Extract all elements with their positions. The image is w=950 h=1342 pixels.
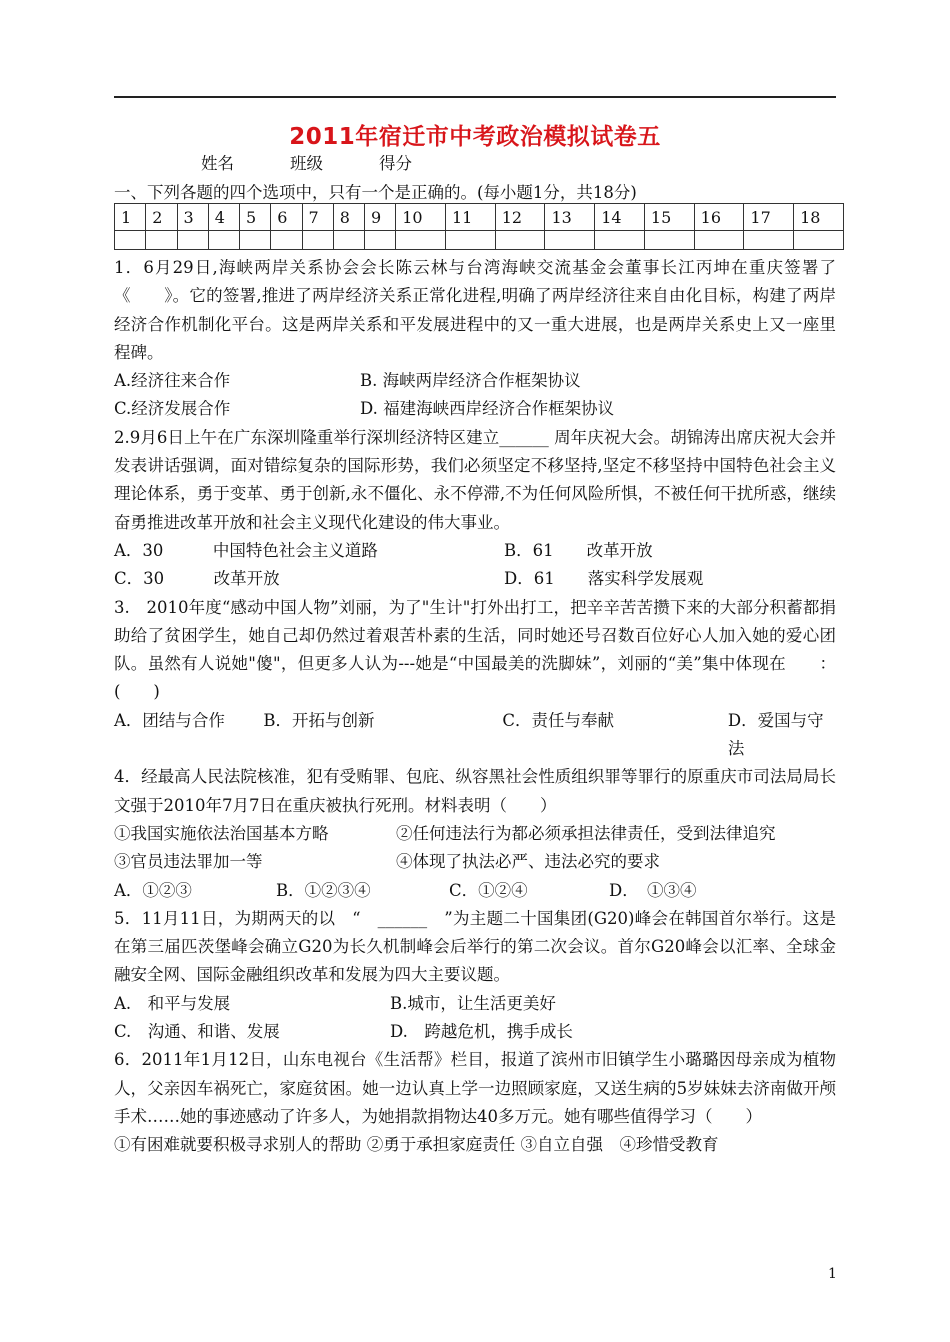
header-rule (114, 96, 836, 98)
question-4-option-c: C．①②④ (449, 880, 528, 900)
answer-grid-answer-cell[interactable] (545, 231, 595, 250)
question-2-option-c: C．30 改革开放 (114, 569, 280, 589)
answer-grid-number-cell: 2 (146, 204, 177, 231)
answer-grid-answer-cell[interactable] (794, 231, 844, 250)
question-2-stem: 2.9月6日上午在广东深圳隆重举行深圳经济特区建立______ 周年庆祝大会。胡锦涛出席庆祝大会并发表讲话强调，面对错综复杂的国际形势，我们必须坚定不移坚持,坚定不移坚持中国特色社会主义理论体系，勇于变革、勇于创新,永不僵化、永不停滞,不为任何风险所惧，不被任何干扰所惑，继续奋勇推进改革开放和社会主义现代化建设的伟大事业。 (114, 427, 836, 532)
answer-grid-number-cell: 18 (794, 204, 844, 231)
answer-grid-answer-cell[interactable] (744, 231, 794, 250)
answer-grid-answer-cell[interactable] (208, 231, 239, 250)
answer-grid-answer-cell[interactable] (177, 231, 208, 250)
question-5-option-c: C. 沟通、和谐、发展 (114, 1022, 280, 1042)
question-2-option-a: A．30 中国特色社会主义道路 (114, 540, 378, 560)
question-6-statements: ①有困难就要积极寻求别人的帮助 ②勇于承担家庭责任 ③自立自强 ④珍惜受教育 (114, 1135, 719, 1155)
answer-grid-number-cell: 3 (177, 204, 208, 231)
answer-grid-answer-cell[interactable] (694, 231, 744, 250)
score-label: 得分 (379, 154, 412, 173)
answer-grid (114, 203, 844, 250)
answer-grid-number-cell: 16 (694, 204, 744, 231)
answer-grid-answer-cell[interactable] (240, 231, 271, 250)
question-4-statement-1: ①我国实施依法治国基本方略 (114, 823, 329, 843)
section-heading: 一、下列各题的四个选项中，只有一个是正确的。(每小题1分，共18分) (114, 183, 637, 202)
answer-grid-answer-cell[interactable] (644, 231, 694, 250)
class-label: 班级 (290, 154, 323, 173)
answer-grid-answer-cell[interactable] (146, 231, 177, 250)
question-4-options (114, 877, 836, 905)
answer-grid-answer-cell[interactable] (365, 231, 396, 250)
question-5-option-a: A. 和平与发展 (114, 993, 231, 1013)
student-info (201, 150, 468, 174)
answer-grid-answer-cell[interactable] (595, 231, 645, 250)
answer-grid-answer-cell[interactable] (271, 231, 302, 250)
answer-grid-number-cell: 15 (644, 204, 694, 231)
page-title: 2011年宿迁市中考政治模拟试卷五 (289, 124, 661, 150)
answer-grid-number-cell: 6 (271, 204, 302, 231)
question-2-option-d: D．61 落实科学发展观 (504, 569, 704, 589)
question-1-options-row-1 (114, 367, 836, 395)
question-1-option-d: D. 福建海峡西岸经济合作框架协议 (360, 399, 615, 419)
answer-grid-number-cell: 11 (445, 204, 495, 231)
answer-grid-number-cell: 8 (333, 204, 364, 231)
answer-grid-answer-cell[interactable] (333, 231, 364, 250)
question-1-option-a: A.经济往来合作 (114, 371, 231, 391)
answer-grid-answer-cell[interactable] (302, 231, 333, 250)
answer-grid-number-cell: 7 (302, 204, 333, 231)
answer-grid-answer-cell[interactable] (495, 231, 545, 250)
question-5-options-row-1 (114, 990, 836, 1018)
question-2-options-row-1 (114, 537, 836, 565)
question-4-statement-2: ②任何违法行为都必须承担法律责任，受到法律追究 (396, 823, 776, 843)
answer-grid-number-cell: 1 (115, 204, 146, 231)
answer-grid-number-cell: 14 (595, 204, 645, 231)
question-1-option-c: C.经济发展合作 (114, 399, 231, 419)
question-4-option-b: B．①②③④ (276, 880, 371, 900)
question-3-option-d: D．爱国与守法 (727, 710, 824, 759)
question-3-option-a: A．团结与合作 (114, 710, 225, 730)
question-3-option-b: B．开拓与创新 (263, 710, 375, 730)
question-5-options-row-2 (114, 1018, 836, 1046)
question-2-options-row-2 (114, 565, 836, 593)
question-4-statement-3: ③官员违法罪加一等 (114, 852, 263, 872)
answer-grid-number-cell: 17 (744, 204, 794, 231)
question-1-option-b: B. 海峡两岸经济合作框架协议 (360, 371, 581, 391)
question-2-option-b: B．61 改革开放 (504, 540, 653, 560)
question-5-stem: 5．11月11日，为期两天的以 “ ______ ”为主题二十国集团(G20)峰会在韩国首尔举行。这是在第三届匹茨堡峰会确立G20为长久机制峰会后举行的第二次会议。首尔G20峰会以汇率、全球金融安全网、国际金融组织改革和发展为四大主要议题。 (114, 908, 836, 985)
question-6-stem: 6．2011年1月12日，山东电视台《生活帮》栏目，报道了滨州市旧镇学生小璐璐因母亲成为植物人，父亲因车祸死亡，家庭贫困。她一边认真上学一边照顾家庭，又送生病的5岁妹妹去济南做开颅手术……她的事迹感动了许多人，为她捐款捐物达40多万元。她有哪些值得学习（ ） (114, 1050, 836, 1126)
question-3-stem: 3. 2010年度“感动中国人物”刘丽，为了"生计"打外出打工，把辛辛苦苦攒下来的大部分积蓄都捐助给了贫困学生，她自己却仍然过着艰苦朴素的生活，同时她还号召数百位好心人加入她的爱心团队。虽然有人说她"傻"，但更多人认为---她是“中国最美的洗脚妹”，刘丽的“美”集中体现在 ：( ) (114, 597, 836, 702)
question-4-option-d: D． ①③④ (609, 880, 697, 900)
question-3-options (114, 707, 836, 764)
question-3-option-c: C．责任与奉献 (502, 710, 614, 730)
answer-grid-answer-cell[interactable] (445, 231, 495, 250)
answer-grid-answer-cell[interactable] (115, 231, 146, 250)
answer-grid-answer-cell[interactable] (396, 231, 446, 250)
answer-grid-number-row (115, 204, 844, 231)
page-number: 1 (828, 1266, 837, 1282)
question-4-option-a: A．①②③ (114, 880, 192, 900)
answer-grid-number-cell: 5 (240, 204, 271, 231)
question-4-statements-row-2 (114, 848, 836, 876)
question-4-statement-4: ④体现了执法必严、违法必究的要求 (396, 852, 660, 872)
question-5-option-b: B.城市，让生活更美好 (390, 993, 556, 1013)
answer-grid-number-cell: 10 (396, 204, 446, 231)
questions (114, 254, 836, 1160)
answer-grid-number-cell: 12 (495, 204, 545, 231)
answer-grid-blank-row (115, 231, 844, 250)
answer-grid-number-cell: 4 (208, 204, 239, 231)
answer-grid-number-cell: 13 (545, 204, 595, 231)
question-4-statements-row-1 (114, 820, 836, 848)
question-5-option-d: D. 跨越危机，携手成长 (390, 1022, 573, 1042)
question-1-options-row-2 (114, 395, 836, 423)
question-1-stem: 1．6月29日,海峡两岸关系协会会长陈云林与台湾海峡交流基金会董事长江丙坤在重庆签署了《 》。它的签署,推进了两岸经济关系正常化进程,明确了两岸经济往来自由化目标，构建了两岸经济合作机制化平台。这是两岸关系和平发展进程中的又一重大进展，也是两岸关系史上又一座里程碑。 (114, 258, 836, 362)
question-4-stem: 4．经最高人民法院核准，犯有受贿罪、包庇、纵容黑社会性质组织罪等罪行的原重庆市司法局局长文强于2010年7月7日在重庆被执行死刑。材料表明（ ） (114, 767, 836, 815)
name-label: 姓名 (201, 154, 234, 173)
answer-grid-number-cell: 9 (365, 204, 396, 231)
